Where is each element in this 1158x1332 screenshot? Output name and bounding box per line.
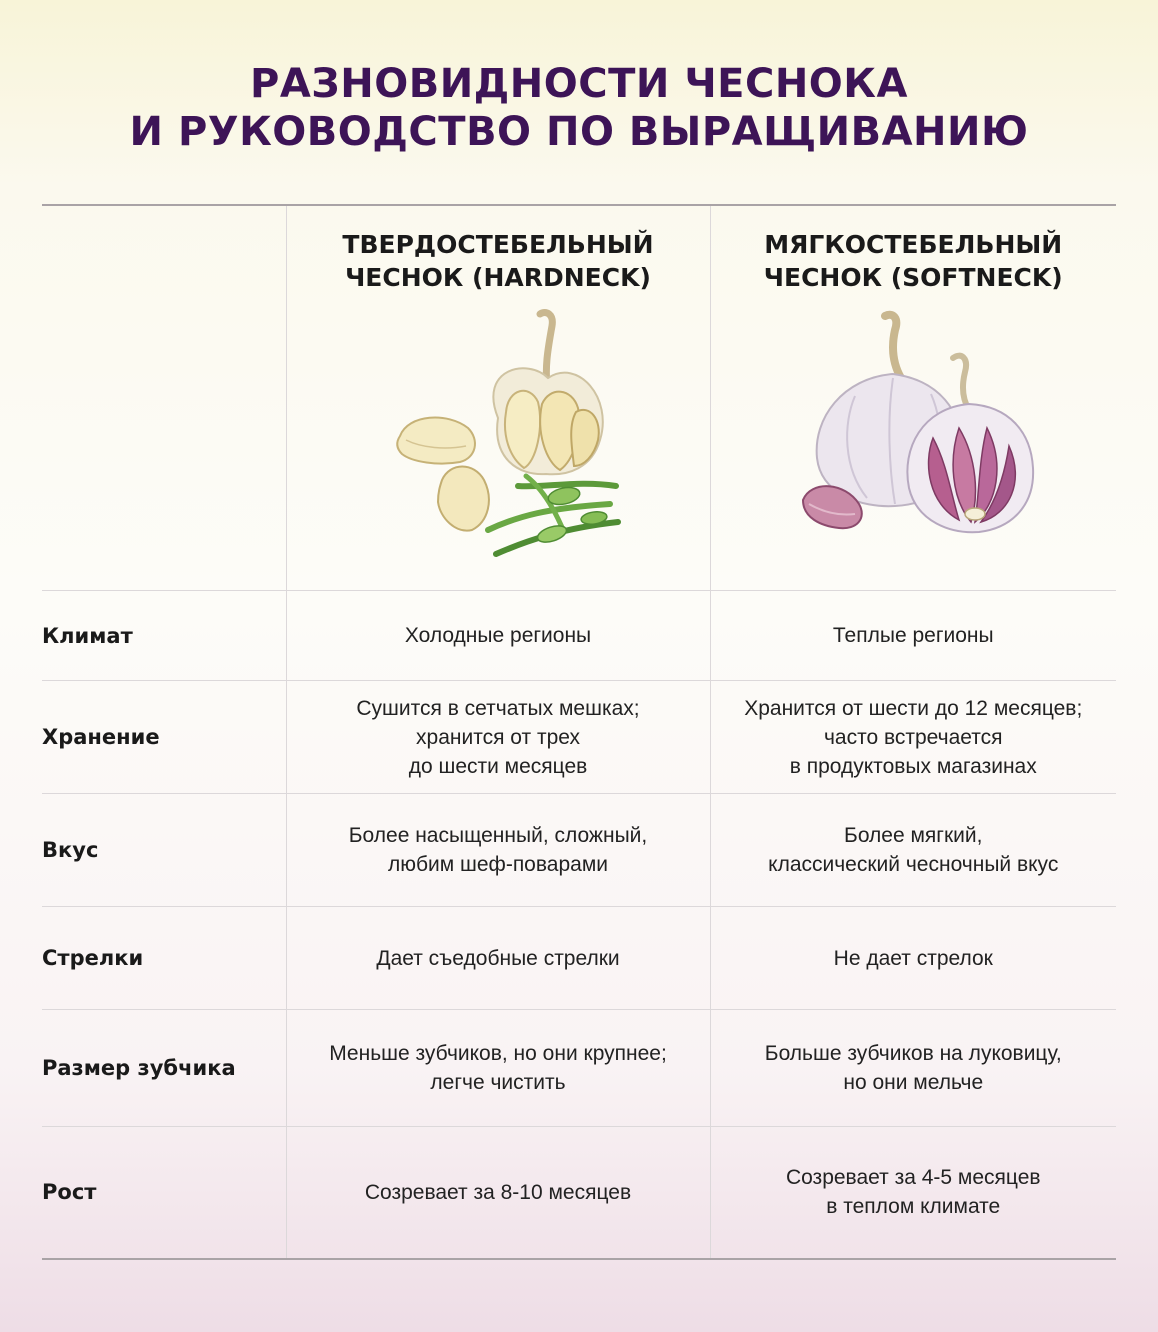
softneck-garlic-illustration bbox=[783, 308, 1043, 578]
cell-text: классический чесночный вкус bbox=[768, 853, 1059, 876]
row-label-storage: Хранение bbox=[42, 681, 286, 794]
cell-text: Созревает за 8-10 месяцев bbox=[364, 1180, 632, 1204]
table-row bbox=[42, 681, 1116, 794]
cell-text: Созревает за 4-5 месяцев bbox=[785, 1166, 1041, 1190]
softneck-title-line-2: ЧЕСНОК (SOFTNECK) bbox=[763, 263, 1063, 292]
softneck-climate bbox=[710, 591, 1116, 681]
hardneck-taste bbox=[286, 794, 710, 907]
cell-text: Меньше зубчиков, но они крупнее; bbox=[329, 1042, 667, 1065]
row-label-taste: Вкус bbox=[42, 794, 286, 907]
hardneck-garlic-illustration bbox=[368, 308, 628, 578]
table-row bbox=[42, 591, 1116, 681]
row-label-scapes: Стрелки bbox=[42, 907, 286, 1010]
cell-text: Более насыщенный, сложный, bbox=[348, 824, 648, 847]
page-title-line-2: И РУКОВОДСТВО ПО ВЫРАЩИВАНИЮ bbox=[129, 109, 1029, 155]
page-title-line-1: РАЗНОВИДНОСТИ ЧЕСНОКА bbox=[250, 61, 908, 107]
softneck-title bbox=[711, 228, 1117, 294]
header-softneck bbox=[710, 205, 1116, 591]
softneck-scapes bbox=[710, 907, 1116, 1010]
hardneck-clove-size bbox=[286, 1010, 710, 1127]
cell-text: Теплые регионы bbox=[832, 624, 994, 647]
cell-text: Холодные регионы bbox=[404, 624, 592, 647]
cell-text: Более мягкий, bbox=[844, 824, 983, 847]
hardneck-storage bbox=[286, 681, 710, 794]
cell-text: но они мельче bbox=[843, 1071, 984, 1094]
header-row bbox=[42, 205, 1116, 591]
cell-text: в теплом климате bbox=[826, 1195, 1001, 1219]
cell-text: в продуктовых магазинах bbox=[789, 754, 1037, 778]
hardneck-title bbox=[287, 228, 710, 294]
table-row bbox=[42, 1010, 1116, 1127]
hardneck-growth bbox=[286, 1127, 710, 1259]
comparison-table bbox=[42, 204, 1116, 1260]
softneck-title-line-1: МЯГКОСТЕБЕЛЬНЫЙ bbox=[764, 230, 1063, 259]
cell-text: Дает съедобные стрелки bbox=[376, 946, 620, 970]
hardneck-title-line-2: ЧЕСНОК (HARDNECK) bbox=[345, 263, 651, 292]
softneck-storage bbox=[710, 681, 1116, 794]
softneck-clove-size bbox=[710, 1010, 1116, 1127]
softneck-taste bbox=[710, 794, 1116, 907]
header-hardneck bbox=[286, 205, 710, 591]
cell-text: Сушится в сетчатых мешках; bbox=[356, 696, 640, 720]
table-row bbox=[42, 907, 1116, 1010]
page-title bbox=[0, 60, 1158, 156]
row-label-climate: Климат bbox=[42, 591, 286, 681]
cell-text: любим шеф-поварами bbox=[387, 853, 608, 876]
cell-text: Больше зубчиков на луковицу, bbox=[764, 1042, 1062, 1065]
cell-text: до шести месяцев bbox=[408, 754, 588, 778]
row-label-growth: Рост bbox=[42, 1127, 286, 1259]
cell-text: хранится от трех bbox=[416, 725, 580, 749]
hardneck-climate bbox=[286, 591, 710, 681]
cell-text: Хранится от шести до 12 месяцев; bbox=[744, 696, 1083, 720]
hardneck-title-line-1: ТВЕРДОСТЕБЕЛЬНЫЙ bbox=[342, 230, 654, 259]
header-empty-cell bbox=[42, 205, 286, 591]
cell-text: часто встречается bbox=[823, 725, 1003, 749]
row-label-clove-size: Размер зубчика bbox=[42, 1010, 286, 1127]
table-row bbox=[42, 1127, 1116, 1259]
softneck-growth bbox=[710, 1127, 1116, 1259]
cell-text: легче чистить bbox=[430, 1071, 566, 1094]
cell-text: Не дает стрелок bbox=[833, 946, 993, 970]
table-row bbox=[42, 794, 1116, 907]
hardneck-scapes bbox=[286, 907, 710, 1010]
